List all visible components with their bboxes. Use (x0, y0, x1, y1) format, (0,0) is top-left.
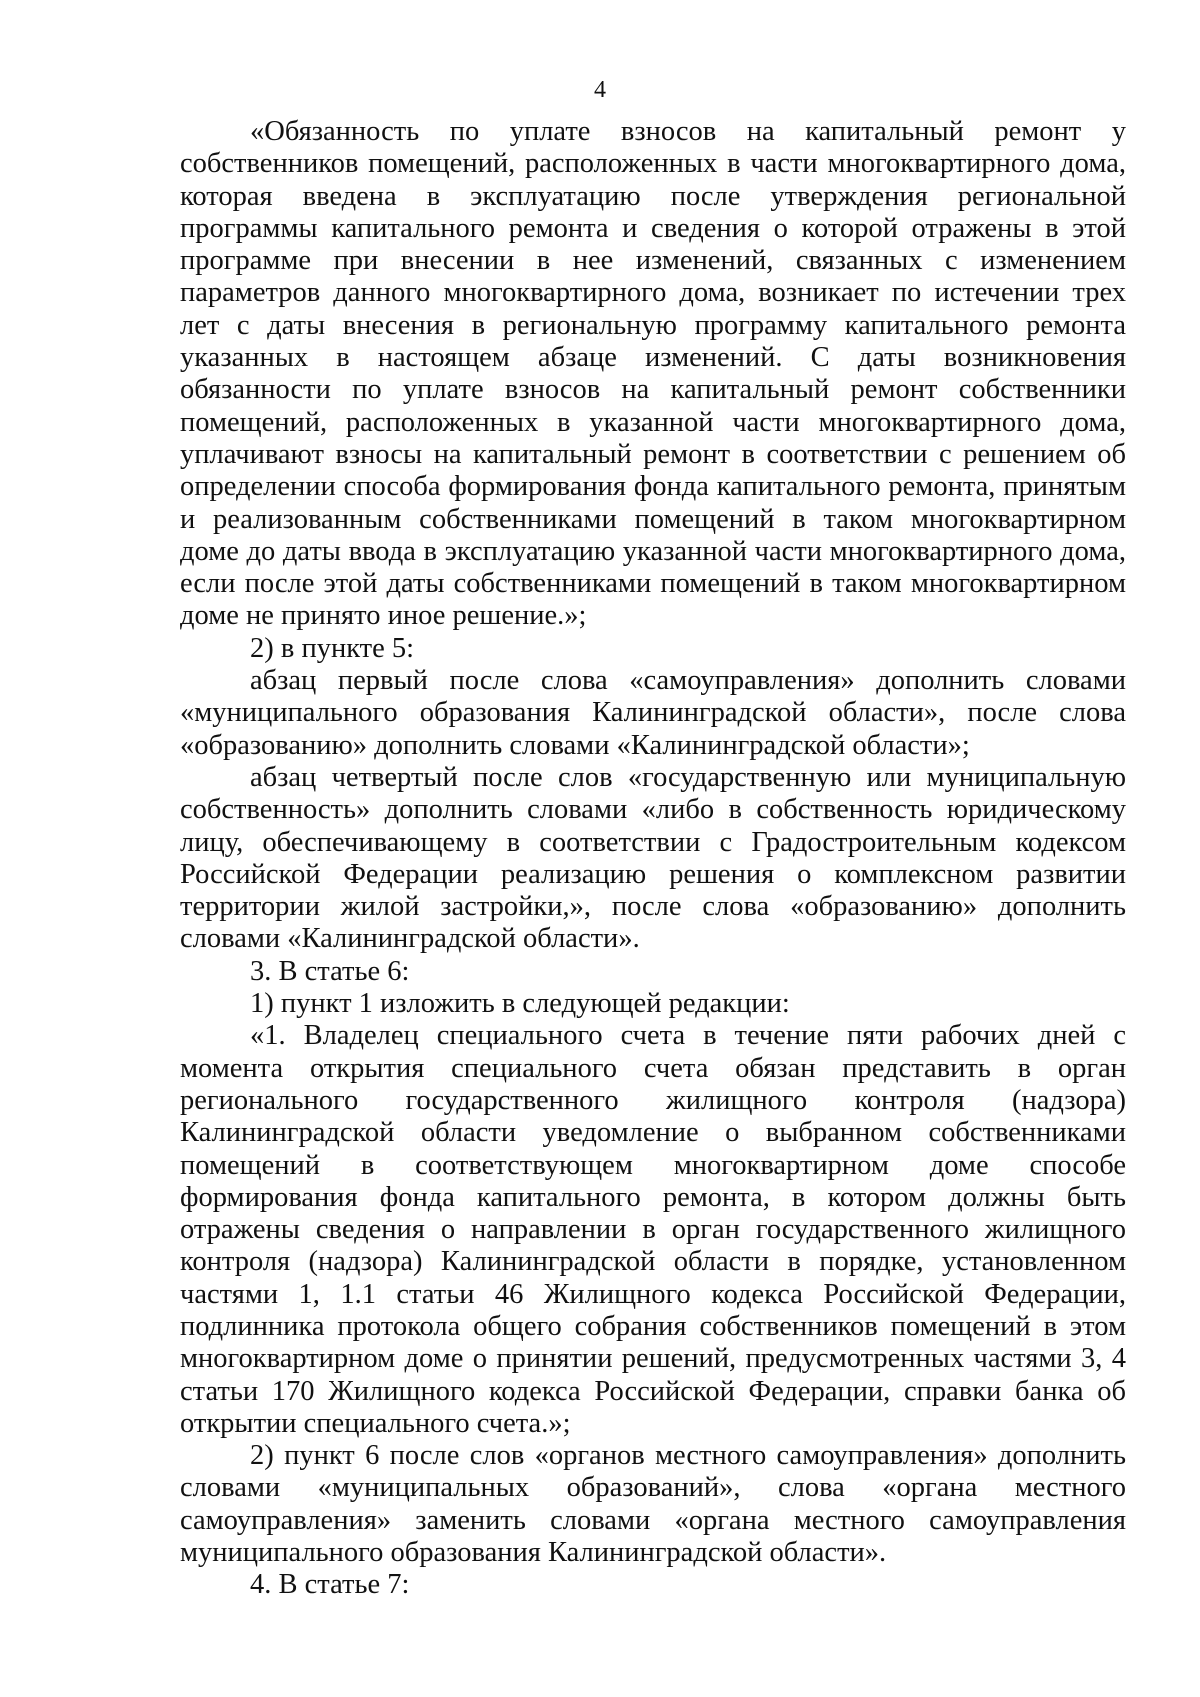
paragraph-fourth-abzac: абзац четвертый после слов «государственную или муниципальную собственность» дополнить словами «либо в собственность юридическому лицу, обеспечивающему в соответствии с Градостроительным кодексом Российской Федерации реализацию решения о комплексном развитии территории жилой застройки,», после слова «образованию» дополнить словами «Калининградской области». (180, 761, 1126, 955)
paragraph-item-1-point-1: 1) пункт 1 изложить в следующей редакции: (250, 988, 790, 1020)
paragraph-item-2-point-5: 2) в пункте 5: (250, 632, 415, 664)
paragraph-first-abzac: абзац первый после слова «самоуправления» дополнить словами «муниципального образования Калининградской области», после слова «образованию» дополнить словами «Калининградской области»; (180, 665, 1126, 761)
page-number: 4 (594, 77, 606, 103)
paragraph-quoted-obligation: «Обязанность по уплате взносов на капитальный ремонт у собственников помещений, расположенных в части многоквартирного дома, которая введена в эксплуатацию после утверждения региональной программы капитального ремонта и сведения о которой отражены в этой программе при внесении в нее изменений, связанных с изменением параметров данного многоквартирного дома, возникает по истечении трех лет с даты внесения в региональную программу капитального ремонта указанных в настоящем абзаце изменений. С даты возникновения обязанности по уплате взносов на капитальный ремонт собственники помещений, расположенных в указанной части многоквартирного дома, уплачивают взносы на капитальный ремонт в соответствии с решением об определении способа формирования фонда капитального ремонта, принятым и реализованным собственниками помещений в таком многоквартирном доме до даты ввода в эксплуатацию указанной части многоквартирного дома, если после этой даты собственниками помещений в таком многоквартирном доме не принято иное решение.»; (180, 116, 1126, 632)
paragraph-article-6-heading: 3. В статье 6: (250, 955, 410, 987)
paragraph-item-2-point-6: 2) пункт 6 после слов «органов местного самоуправления» дополнить словами «муниципальных образований», слова «органа местного самоуправления» заменить словами «органа местного самоуправления муниципального образования Калининградской области». (180, 1440, 1126, 1569)
paragraph-article-7-heading: 4. В статье 7: (250, 1569, 410, 1601)
document-body (180, 116, 1126, 1602)
paragraph-quoted-special-account: «1. Владелец специального счета в течение пяти рабочих дней с момента открытия специального счета обязан представить в орган регионального государственного жилищного контроля (надзора) Калининградской области уведомление о выбранном собственниками помещений в соответствующем многоквартирном доме способе формирования фонда капитального ремонта, в котором должны быть отражены сведения о направлении в орган государственного жилищного контроля (надзора) Калининградской области в порядке, установленном частями 1, 1.1 статьи 46 Жилищного кодекса Российской Федерации, подлинника протокола общего собрания собственников помещений в этом многоквартирном доме о принятии решений, предусмотренных частями 3, 4 статьи 170 Жилищного кодекса Российской Федерации, справки банка об открытии специального счета.»; (180, 1020, 1126, 1439)
